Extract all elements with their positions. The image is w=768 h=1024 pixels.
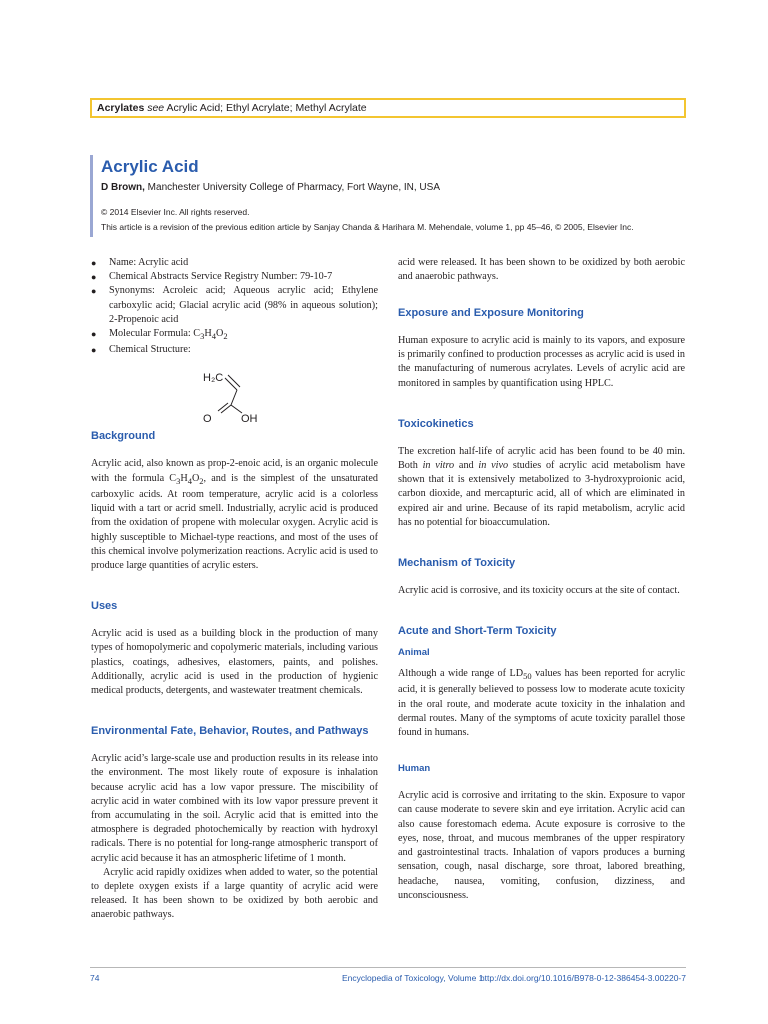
- bullet-icon: ●: [91, 329, 97, 340]
- exposure-paragraph: Human exposure to acrylic acid is mainly to its vapors, and exposure is primarily confined to production processes as acrylic acid is used in the manufacturing of numerous acrylates. Levels of acrylic acid are monitored in samples by quantification using HPLC.: [398, 335, 685, 389]
- acrylic-acid-structure-diagram: [91, 357, 378, 427]
- chemical-structure: [91, 357, 378, 427]
- cross-reference-box: [90, 98, 686, 118]
- fact-formula: ● Molecular Formula: $C_3H_4O_2$: [91, 328, 228, 342]
- facts-list: [91, 256, 378, 357]
- fact-synonyms: ● Synonyms: Acroleic acid; Aqueous acrylic acid; Ethylene carboxylic acid; Glacial acrylic acid (98% in aqueous solution); 2-Propenoic acid: [91, 285, 378, 325]
- cross-reference-targets[interactable]: Acrylic Acid; Ethyl Acrylate; Methyl Acrylate: [166, 102, 367, 114]
- right-column: [398, 256, 685, 903]
- author-line: [101, 182, 440, 193]
- page-number: 74: [90, 973, 100, 983]
- section-heading-exposure: Exposure and Exposure Monitoring: [398, 307, 584, 319]
- author-affiliation: Manchester University College of Pharmacy, Fort Wayne, IN, USA: [147, 182, 440, 193]
- structure-o-label: O: [203, 413, 212, 426]
- subsection-heading-animal: Animal: [398, 647, 430, 659]
- doi-link[interactable]: http://dx.doi.org/10.1016/B978-0-12-386454-3.00220-7: [479, 973, 686, 983]
- section-heading-uses: Uses: [91, 600, 118, 613]
- environmental-paragraph-2: Acrylic acid rapidly oxidizes when added to water, so the potential to deplete oxygen exists if a large quantity of acrylic acid were released. It has been shown to be oxidized by both aerobic and anaerobic pathways.: [91, 866, 378, 921]
- section-heading-acute: Acute and Short-Term Toxicity: [398, 625, 557, 638]
- bullet-icon: ●: [91, 258, 97, 268]
- section-heading-environmental: Environmental Fate, Behavior, Routes, and Pathways: [91, 725, 369, 738]
- structure-h2c-label: H₂C: [203, 372, 224, 385]
- author-name: D Brown,: [101, 182, 145, 193]
- cross-reference-term: Acrylates: [97, 102, 145, 114]
- animal-paragraph: Although a wide range of $LD_{50}$ values has been reported for acrylic acid, it is generally believed to possess low to moderate acute toxicity in the oral route, and moderate acute toxicity in the inhalation and dermal routes. Many of the symptoms of acute toxicity parallel those found in humans.: [398, 668, 685, 739]
- bullet-icon: ●: [91, 272, 97, 283]
- structure-oh-label: OH: [241, 413, 258, 426]
- human-paragraph: Acrylic acid is corrosive and irritating to the skin. Exposure to vapor can cause moderate to severe skin and eye irritation. Acrylic acid can also cause forestomach edema. Acute exposure is corrosive to the eyes, nose, throat, and mucous membranes of the upper respiratory and gastrointestinal tracts. Inhalation of vapors produces a burning sensation, cough, nasal discharge, sore throat, labored breathing, headache, nausea, vomiting, confusion, dizziness, and unconsciousness.: [398, 790, 685, 901]
- mechanism-paragraph: Acrylic acid is corrosive, and its toxicity occurs at the site of contact.: [398, 585, 680, 597]
- subsection-heading-human: Human: [398, 763, 431, 775]
- uses-paragraph: Acrylic acid is used as a building block in the production of many types of homopolymeric and copolymeric materials, including various plastics, coatings, adhesives, elastomers, paints, and polishes. Additionally, acrylic acid is used in the production of hygienic medical products, detergents, and wastewater treatment chemicals.: [91, 628, 378, 696]
- left-column: [91, 256, 378, 921]
- copyright-line: © 2014 Elsevier Inc. All rights reserved.: [101, 207, 250, 217]
- cross-reference-see: see: [147, 102, 165, 114]
- fact-structure: ● Chemical Structure:: [91, 343, 378, 357]
- section-heading-mechanism: Mechanism of Toxicity: [398, 557, 516, 570]
- fact-name: ● Name: Acrylic acid: [91, 256, 378, 270]
- bullet-icon: ●: [91, 286, 97, 297]
- footer-divider: [90, 967, 686, 968]
- environmental-paragraph-1: Acrylic acid’s large-scale use and production results in its release into the environment. The most likely route of exposure is inhalation because acrylic acid has a low vapor pressure. The miscibility of acrylic acid in water combined with its low vapor pressure prevent it from accumulating in the soil. Acrylic acid that is emitted into the atmosphere is degraded photochemically by reaction with hydroxyl radicals. There is no potential for long-range atmospheric transport of acrylic acid because it has an atmospheric lifetime of 1 month.: [91, 753, 378, 864]
- bullet-icon: ●: [91, 345, 97, 356]
- background-paragraph: Acrylic acid, also known as prop-2-enoic acid, is an organic molecule with the formula $C_3H_4O_2$, and is the simplest of the unsaturated carboxylic acids. At room temperature, acrylic acid is a colorless liquid with a tart or acrid smell. Industrially, acrylic acid is produced from the oxidation of propene with molecular oxygen. Acrylic acid is highly susceptible to Michael-type reactions, and most of the uses of this chemical involve polymerization reactions. Acrylic acid is used to produce large quantities of acrylic esters.: [91, 458, 378, 571]
- article-header: [90, 155, 701, 237]
- environmental-paragraph-2-continued: acid were released. It has been shown to be oxidized by both aerobic and anaerobic pathways.: [398, 256, 685, 282]
- revision-note: This article is a revision of the previous edition article by Sanjay Chanda & Harihara M. Mehendale, volume 1, pp 45–46, © 2005, Elsevier Inc.: [101, 222, 634, 232]
- section-heading-toxicokinetics: Toxicokinetics: [398, 417, 474, 430]
- section-heading-background: Background: [91, 430, 156, 443]
- article-title: Acrylic Acid: [101, 157, 199, 176]
- journal-name: Encyclopedia of Toxicology, Volume 1: [342, 973, 484, 983]
- fact-cas: ● Chemical Abstracts Service Registry Number: 79-10-7: [91, 270, 378, 284]
- toxicokinetics-paragraph: The excretion half-life of acrylic acid has been found to be 40 min. Both in vitro and in vivo studies of acrylic acid metabolism have shown that it is extensively metabolized to 3-hydroxyproionic acid, carbon dioxide, and mercapturic acid, all of which are eliminated in expired air and urine. Because of its rapid metabolism, acrylic acid has no potential for bioaccumulation.: [398, 445, 685, 528]
